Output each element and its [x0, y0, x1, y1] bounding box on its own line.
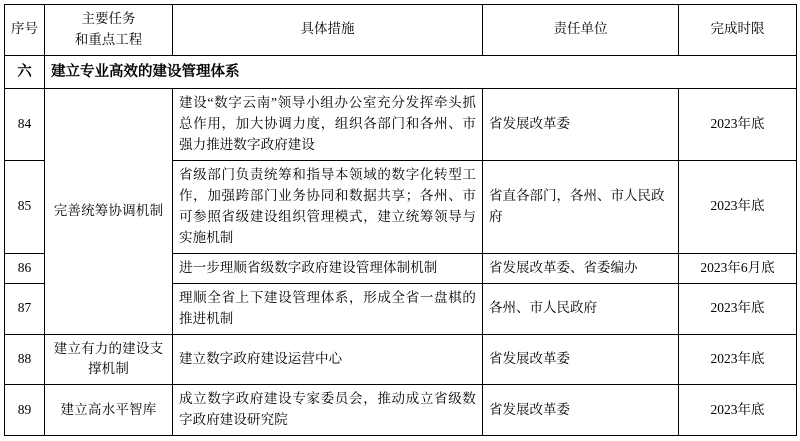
- row-deadline: 2023年底: [679, 89, 797, 161]
- row-measure: 建设“数字云南”领导小组办公室充分发挥牵头抓总作用，加大协调力度，组织各部门和各州、市强力推进数字政府建设: [173, 89, 483, 161]
- row-task: 完善统筹协调机制: [45, 89, 173, 334]
- section-row: [5, 55, 797, 88]
- row-number: 84: [5, 89, 45, 161]
- row-unit: 各州、市人民政府: [483, 283, 679, 334]
- table-row: [5, 89, 797, 161]
- row-measure: 省级部门负责统筹和指导本领域的数字化转型工作，加强跨部门业务协同和数据共享；各州、市可参照省级建设组织管理模式，建立统筹领导与实施机制: [173, 161, 483, 254]
- row-task: 建立高水平智库: [45, 385, 173, 436]
- row-measure: 成立数字政府建设专家委员会，推动成立省级数字政府建设研究院: [173, 385, 483, 436]
- row-deadline: 2023年底: [679, 161, 797, 254]
- section-title: 建立专业高效的建设管理体系: [45, 55, 797, 88]
- row-task: 建立有力的建设支撑机制: [45, 334, 173, 385]
- row-measure: 建立数字政府建设运营中心: [173, 334, 483, 385]
- row-number: 85: [5, 161, 45, 254]
- header-cell-deadline: 完成时限: [679, 5, 797, 56]
- header-cell-unit: 责任单位: [483, 5, 679, 56]
- row-number: 89: [5, 385, 45, 436]
- row-number: 86: [5, 253, 45, 283]
- header-cell-task: [45, 5, 173, 56]
- row-deadline: 2023年底: [679, 334, 797, 385]
- header-task-line2: 和重点工程: [74, 31, 143, 47]
- table-row: [5, 334, 797, 385]
- row-deadline: 2023年底: [679, 283, 797, 334]
- header-cell-num: 序号: [5, 5, 45, 56]
- row-measure: 理顺全省上下建设管理体系，形成全省一盘棋的推进机制: [173, 283, 483, 334]
- header-task-line1: 主要任务: [81, 11, 136, 26]
- row-deadline: 2023年底: [679, 385, 797, 436]
- row-measure: 进一步理顺省级数字政府建设管理体制机制: [173, 253, 483, 283]
- header-cell-measure: 具体措施: [173, 5, 483, 56]
- row-unit: 省发展改革委: [483, 334, 679, 385]
- table-body: [5, 55, 797, 435]
- table-row: [5, 385, 797, 436]
- table-header-row: [5, 5, 797, 56]
- task-table: [4, 4, 797, 436]
- row-unit: 省直各部门，各州、市人民政府: [483, 161, 679, 254]
- row-deadline: 2023年6月底: [679, 253, 797, 283]
- section-number: 六: [5, 55, 45, 88]
- table-header: [5, 5, 797, 56]
- row-unit: 省发展改革委: [483, 385, 679, 436]
- row-number: 88: [5, 334, 45, 385]
- row-unit: 省发展改革委: [483, 89, 679, 161]
- row-unit: 省发展改革委、省委编办: [483, 253, 679, 283]
- row-number: 87: [5, 283, 45, 334]
